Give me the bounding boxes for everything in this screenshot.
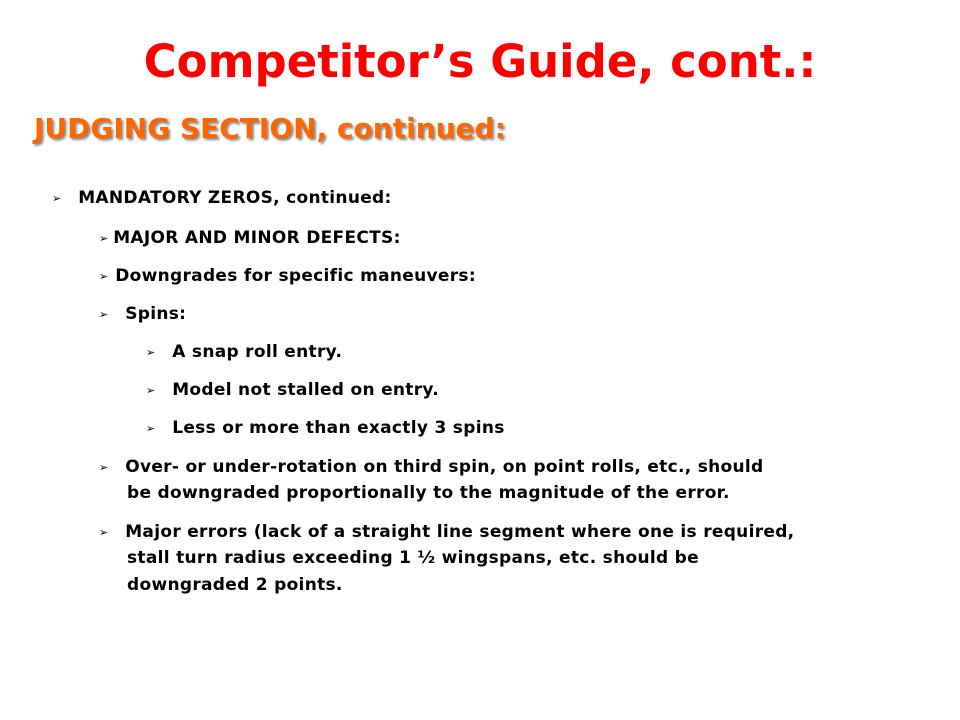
list-item-text: Over- or under-rotation on third spin, on point rolls, etc., should — [125, 457, 764, 477]
section-subtitle: JUDGING SECTION, continued: — [34, 112, 506, 145]
list-item-text: A snap roll entry. — [172, 342, 343, 362]
list-item-continuation: downgraded 2 points. — [127, 575, 343, 595]
list-item-over-under-rotation — [99, 455, 764, 480]
list-item-text: MAJOR AND MINOR DEFECTS: — [113, 228, 401, 248]
arrow-bullet-icon: ➢ — [52, 192, 62, 205]
list-item-continuation: be downgraded proportionally to the magnitude of the error. — [127, 483, 730, 503]
arrow-bullet-icon: ➢ — [99, 270, 109, 283]
arrow-bullet-icon: ➢ — [146, 422, 156, 435]
list-item-mandatory-zeros — [52, 186, 392, 211]
list-item-text: Downgrades for specific maneuvers: — [115, 266, 476, 286]
arrow-bullet-icon: ➢ — [99, 232, 109, 245]
list-item-text: Spins: — [125, 304, 187, 324]
list-item-text: Less or more than exactly 3 spins — [172, 418, 505, 438]
list-item-text: Model not stalled on entry. — [172, 380, 439, 400]
list-item-text: MANDATORY ZEROS, continued: — [78, 188, 392, 208]
list-item-major-minor-defects — [99, 226, 401, 251]
arrow-bullet-icon: ➢ — [99, 461, 109, 474]
list-item-spins — [99, 302, 186, 327]
arrow-bullet-icon: ➢ — [99, 526, 109, 539]
list-item-downgrades — [99, 264, 476, 289]
slide-title: Competitor’s Guide, cont.: — [143, 35, 817, 88]
list-item-text: Major errors (lack of a straight line segment where one is required, — [125, 522, 795, 542]
list-item-major-errors — [99, 520, 794, 545]
list-item-three-spins — [146, 416, 505, 441]
arrow-bullet-icon: ➢ — [99, 308, 109, 321]
arrow-bullet-icon: ➢ — [146, 346, 156, 359]
list-item-continuation: stall turn radius exceeding 1 ½ wingspans, etc. should be — [127, 548, 699, 568]
arrow-bullet-icon: ➢ — [146, 384, 156, 397]
list-item-not-stalled — [146, 378, 439, 403]
list-item-snap-roll — [146, 340, 342, 365]
